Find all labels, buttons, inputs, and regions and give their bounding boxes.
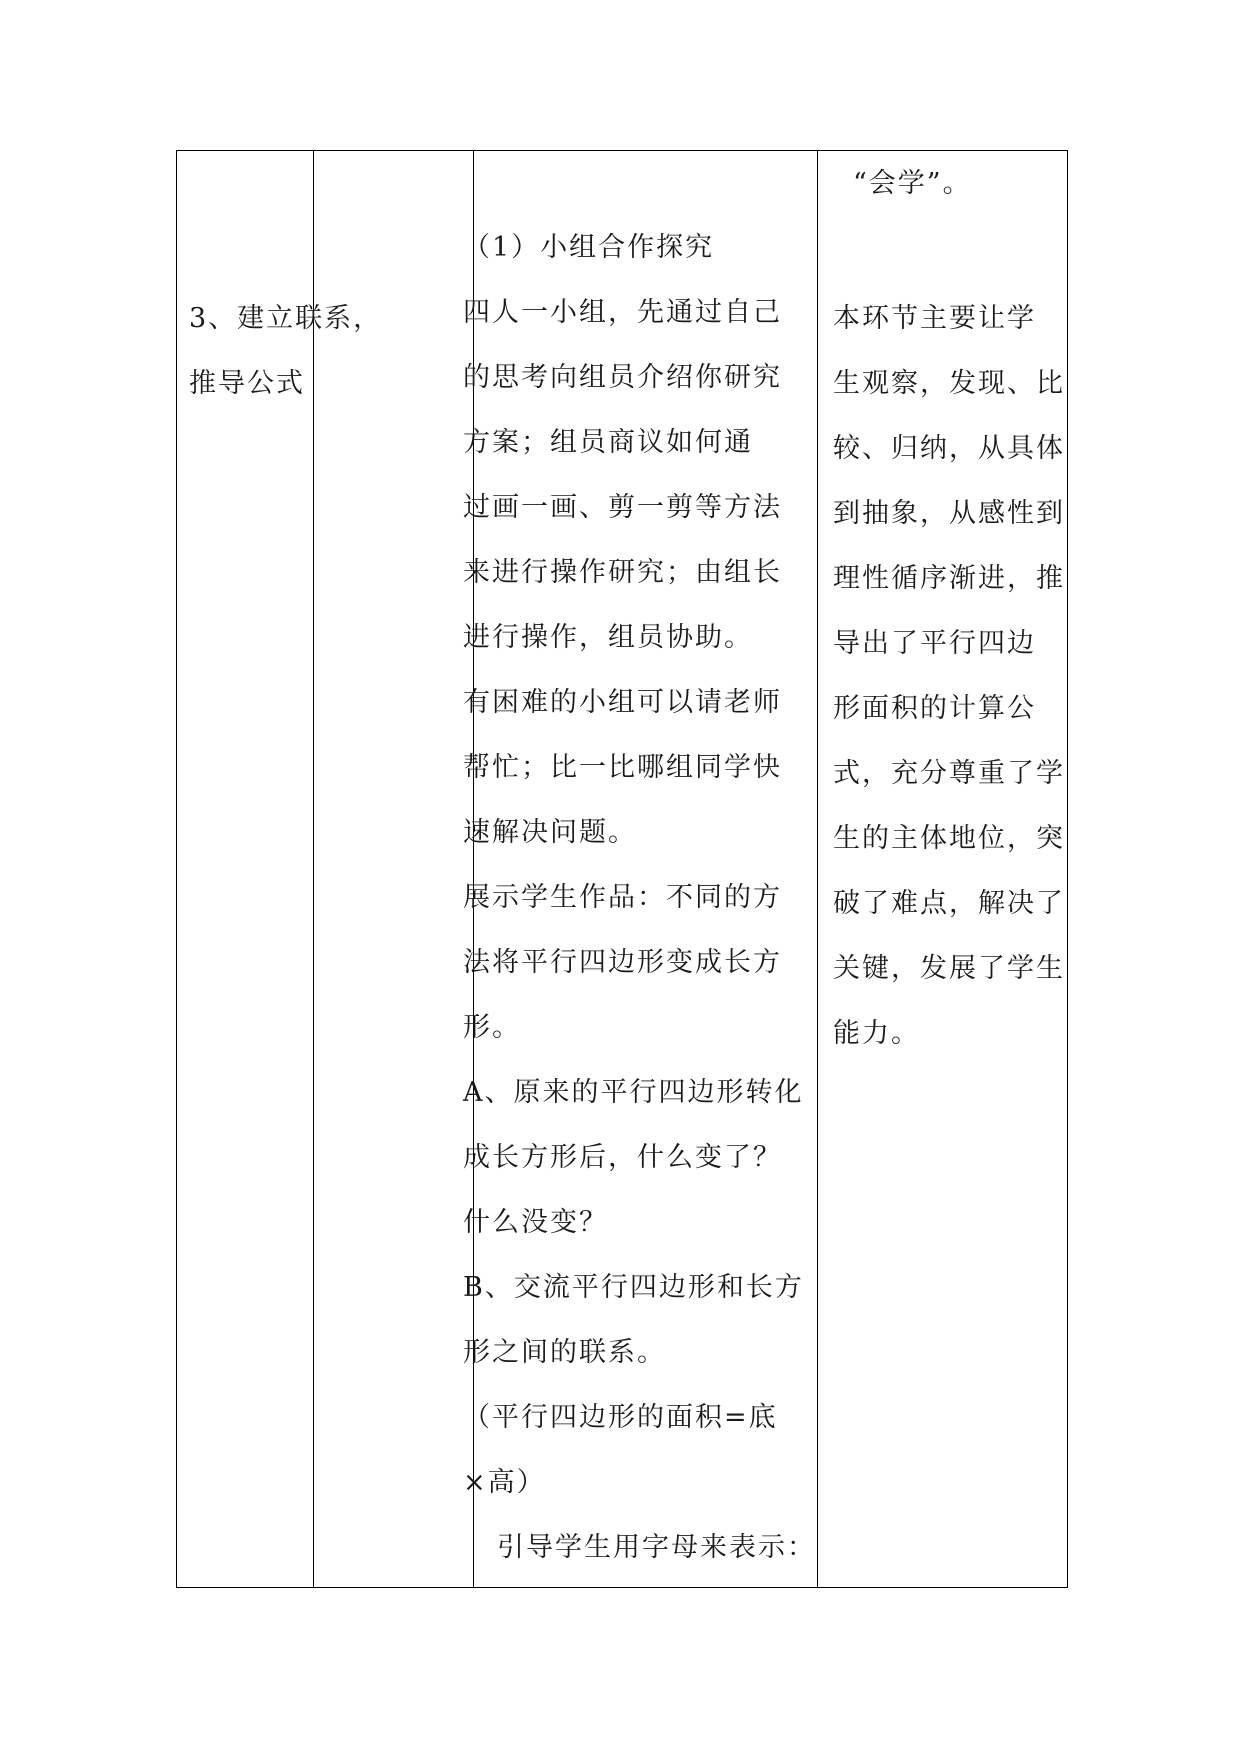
intent-line: 生的主体地位，突 bbox=[833, 823, 1065, 854]
intent-line: 到抽象，从感性到 bbox=[833, 498, 1065, 529]
activity-line: B、交流平行四边形和长方 bbox=[463, 1272, 804, 1303]
activity-line: A、原来的平行四边形转化 bbox=[463, 1077, 804, 1108]
intent-line: 能力。 bbox=[833, 1018, 920, 1049]
intent-line: 破了难点，解决了 bbox=[833, 888, 1065, 919]
activity-line: 四人一小组，先通过自己 bbox=[463, 297, 782, 328]
intent-line: 式，充分尊重了学 bbox=[833, 758, 1065, 789]
activity-line: 形之间的联系。 bbox=[463, 1337, 666, 1368]
activity-line: 什么没变？ bbox=[463, 1207, 608, 1238]
activity-line: 成长方形后，什么变了？ bbox=[463, 1142, 782, 1173]
step-title-line: 3、建立联系， bbox=[189, 303, 383, 334]
activity-line: 的思考向组员介绍你研究 bbox=[463, 362, 782, 393]
activity-line: （平行四边形的面积=底 bbox=[463, 1402, 778, 1433]
intent-line: 生观察，发现、比 bbox=[833, 368, 1065, 399]
step-title-line: 推导公式 bbox=[189, 368, 305, 399]
intent-line: 本环节主要让学 bbox=[833, 303, 1036, 334]
intent-line: 导出了平行四边 bbox=[833, 628, 1036, 659]
activity-line: 引导学生用字母来表示： bbox=[497, 1532, 816, 1563]
lesson-plan-table bbox=[176, 150, 1068, 1588]
activity-line: 来进行操作研究；由组长 bbox=[463, 557, 782, 588]
intent-line: 形面积的计算公 bbox=[833, 693, 1036, 724]
intent-line: 关键，发展了学生 bbox=[833, 953, 1065, 984]
activity-line: 进行操作，组员协助。 bbox=[463, 622, 753, 653]
activity-line: 形。 bbox=[463, 1012, 521, 1043]
activity-line: 速解决问题。 bbox=[463, 817, 637, 848]
activity-line: 帮忙；比一比哪组同学快 bbox=[463, 752, 782, 783]
intent-body bbox=[833, 286, 1065, 1066]
activity-line: 有困难的小组可以请老师 bbox=[463, 687, 782, 718]
activity-line: ×高） bbox=[463, 1467, 546, 1498]
activity-line: 方案；组员商议如何通 bbox=[463, 427, 753, 458]
intent-line: 理性循序渐进，推 bbox=[833, 563, 1065, 594]
activity-cell bbox=[463, 215, 816, 1580]
intent-line: 较、归纳，从具体 bbox=[833, 433, 1065, 464]
activity-line: （1）小组合作探究 bbox=[463, 232, 715, 263]
column-divider bbox=[817, 151, 818, 1587]
activity-line: 过画一画、剪一剪等方法 bbox=[463, 492, 782, 523]
activity-line: 展示学生作品：不同的方 bbox=[463, 882, 782, 913]
step-title-cell bbox=[189, 286, 383, 416]
intent-top-line: “会学”。 bbox=[853, 168, 972, 199]
activity-line: 法将平行四边形变成长方 bbox=[463, 947, 782, 978]
